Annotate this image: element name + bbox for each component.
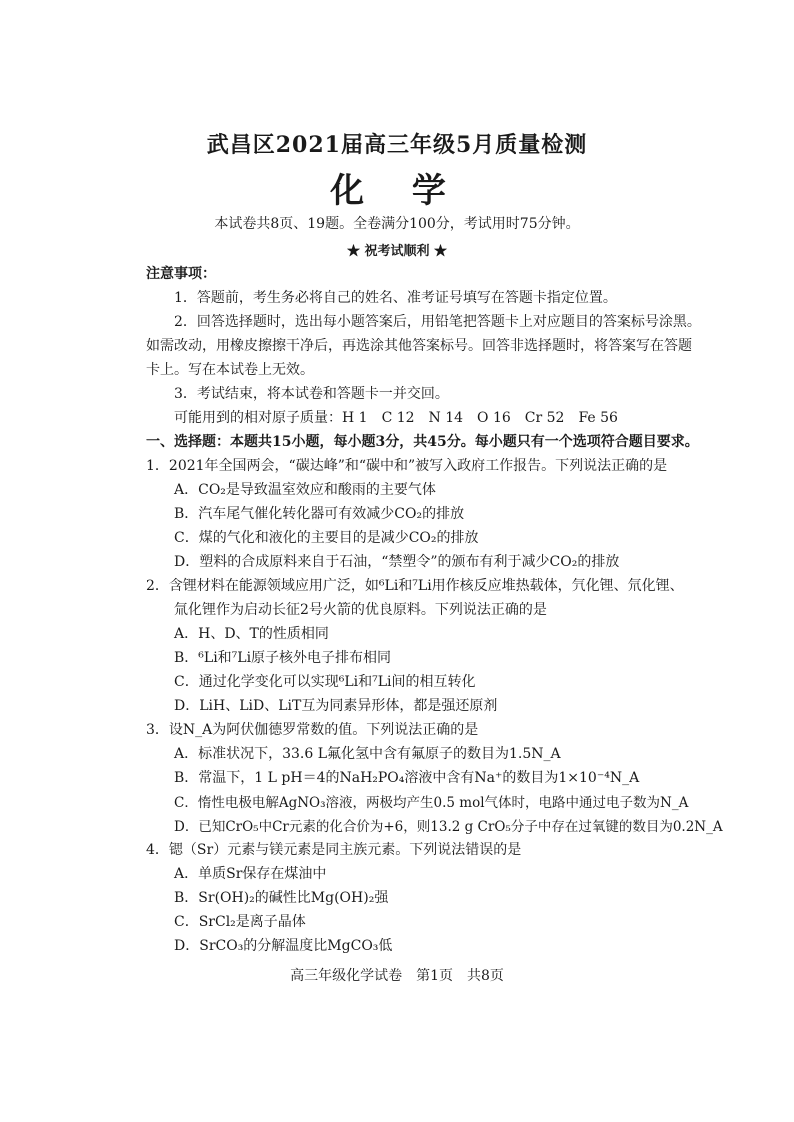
- subject-title: 化 学: [330, 171, 464, 211]
- question-2-stem-line-2: 氚化锂作为启动长征2号火箭的优良原料。下列说法正确的是: [174, 602, 547, 618]
- question-4-option-a: A．单质Sr保存在煤油中: [174, 866, 327, 882]
- question-2-option-c: C．通过化学变化可以实现⁶Li和⁷Li间的相互转化: [174, 674, 476, 690]
- question-4-option-c: C．SrCl₂是离子晶体: [174, 914, 306, 930]
- question-2-option-b: B．⁶Li和⁷Li原子核外电子排布相同: [174, 650, 392, 666]
- note-item-2-line-2: 如需改动，用橡皮擦擦干净后，再选涂其他答案标号。回答非选择题时，将答案写在答题: [146, 338, 692, 354]
- note-item-2-line-1: 2．回答选择题时，选出每小题答案后，用铅笔把答题卡上对应题目的答案标号涂黑。: [174, 314, 701, 330]
- page-footer: 高三年级化学试卷 第1页 共8页: [290, 968, 504, 984]
- atomic-masses: 可能用到的相对原子质量：H 1 C 12 N 14 O 16 Cr 52 Fe 56: [174, 410, 618, 426]
- question-4-option-d: D．SrCO₃的分解温度比MgCO₃低: [174, 938, 393, 954]
- question-1-option-a: A．CO₂是导致温室效应和酸雨的主要气体: [174, 482, 436, 498]
- question-3-stem: 3．设N_A为阿伏伽德罗常数的值。下列说法正确的是: [146, 722, 479, 738]
- question-4-stem: 4．锶（Sr）元素与镁元素是同主族元素。下列说法错误的是: [146, 842, 522, 858]
- notes-heading: 注意事项：: [146, 266, 216, 282]
- question-2-stem-line-1: 2．含锂材料在能源领域应用广泛，如⁶Li和⁷Li用作核反应堆热载体，氕化锂、氘化锂、: [146, 578, 684, 594]
- question-1-option-b: B．汽车尾气催化转化器可有效减少CO₂的排放: [174, 506, 465, 522]
- section-1-heading: 一、选择题：本题共15小题，每小题3分，共45分。每小题只有一个选项符合题目要求。: [146, 434, 699, 450]
- question-2-option-a: A．H、D、T的性质相同: [174, 626, 329, 642]
- question-3-option-d: D．已知CrO₅中Cr元素的化合价为+6，则13.2 g CrO₅分子中存在过氧键的数目为0.2N_A: [174, 819, 723, 835]
- question-1-stem: 1．2021年全国两会，“碳达峰”和“碳中和”被写入政府工作报告。下列说法正确的是: [146, 458, 668, 474]
- note-item-1: 1．答题前，考生务必将自己的姓名、准考证号填写在答题卡指定位置。: [174, 290, 617, 306]
- exam-title: 武昌区2021届高三年级5月质量检测: [206, 132, 588, 158]
- question-4-option-b: B．Sr(OH)₂的碱性比Mg(OH)₂强: [174, 890, 389, 906]
- question-2-option-d: D．LiH、LiD、LiT互为同素异形体，都是强还原剂: [174, 698, 498, 714]
- note-item-2-line-3: 卡上。写在本试卷上无效。: [146, 362, 314, 378]
- question-3-option-c: C．惰性电极电解AgNO₃溶液，两极均产生0.5 mol气体时，电路中通过电子数为N_A: [174, 795, 689, 811]
- question-1-option-c: C．煤的气化和液化的主要目的是减少CO₂的排放: [174, 530, 479, 546]
- question-1-option-d: D．塑料的合成原料来自于石油，“禁塑令”的颁布有利于减少CO₂的排放: [174, 554, 620, 570]
- question-3-option-b: B．常温下，1 L pH＝4的NaH₂PO₄溶液中含有Na⁺的数目为1×10⁻⁴N_A: [174, 770, 640, 786]
- good-luck-line: ★ 祝考试顺利 ★: [346, 244, 448, 259]
- exam-info: 本试卷共8页、19题。全卷满分100分，考试用时75分钟。: [214, 216, 580, 232]
- note-item-3: 3．考试结束，将本试卷和答题卡一并交回。: [174, 386, 449, 402]
- question-3-option-a: A．标准状况下，33.6 L氟化氢中含有氟原子的数目为1.5N_A: [174, 746, 561, 762]
